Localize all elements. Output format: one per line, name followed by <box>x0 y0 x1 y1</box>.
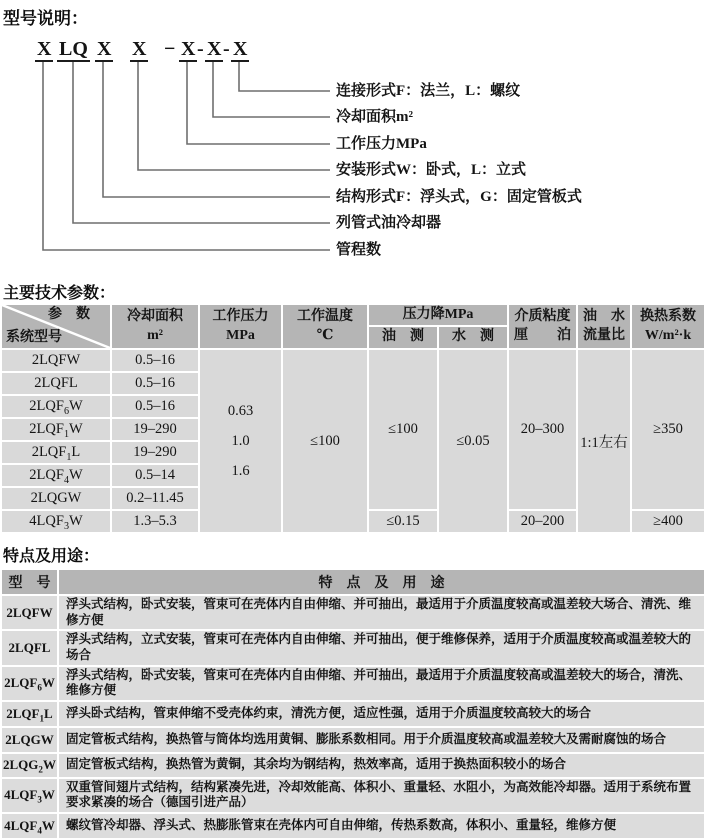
parameters-title: 主要技术参数： <box>3 285 116 302</box>
header-pressure-drop: 压力降MPa <box>368 304 508 326</box>
feature-row <box>1 630 705 665</box>
header-oil-side: 油 测 <box>368 326 438 349</box>
label-working-pressure: 工作压力MPa <box>336 136 427 152</box>
viscosity-last-cell: 20–200 <box>508 510 577 533</box>
feature-model: $2LQF_1L$ <box>1 701 58 727</box>
code-seg-structure: X <box>97 38 112 60</box>
code-seg-pass-count: X <box>37 38 52 60</box>
area-cell: 19–290 <box>111 441 199 464</box>
heat-coeff-cell: ≥350 <box>631 349 705 510</box>
header-water-side: 水 测 <box>438 326 508 349</box>
oil-drop-last-cell: ≤0.15 <box>368 510 438 533</box>
heat-coeff-last-cell: ≥400 <box>631 510 705 533</box>
code-seg-area: X <box>207 38 222 60</box>
code-hyphen-1: - <box>197 38 204 60</box>
label-cooling-area: 冷却面积m² <box>336 109 413 125</box>
oil-drop-cell: ≤100 <box>368 349 438 510</box>
feature-desc: 浮头式结构，卧式安装，管束可在壳体内自由伸缩、并可抽出，最适用于介质温度较高或温差较大场合、清洗、维修方便 <box>58 595 705 630</box>
model-code-diagram <box>0 0 704 272</box>
model-cell: $4LQF_3W$ <box>1 510 111 533</box>
label-cooler-name: 列管式油冷却器 <box>336 215 442 231</box>
feature-desc: 浮头式结构，卧式安装，管束可在壳体内自由伸缩、并可抽出，最适用于介质温度较高或温差较大的场合，清洗、维修方便 <box>58 666 705 701</box>
model-explanation-title: 型号说明： <box>3 9 88 28</box>
feature-model: 2LQFL <box>1 630 58 665</box>
area-cell: 0.5–16 <box>111 349 199 372</box>
label-tube-passes: 管程数 <box>336 242 382 258</box>
code-hyphen-2: - <box>223 38 230 60</box>
parameters-table <box>0 303 706 534</box>
header-cooling-area: 冷却面积 m² <box>111 304 199 349</box>
water-drop-cell: ≤0.05 <box>438 349 508 533</box>
feature-model: $4LQF_4W$ <box>1 813 58 839</box>
area-cell: 19–290 <box>111 418 199 441</box>
pressure-values-cell: 0.63 1.0 1.6 <box>199 349 282 533</box>
area-cell: 0.5–16 <box>111 372 199 395</box>
model-cell: 2LQFW <box>1 349 111 372</box>
header-viscosity: 介质粘度 厘 泊 <box>508 304 577 349</box>
corner-label-system-model: 系统型号 <box>6 329 62 345</box>
code-seg-mounting: X <box>132 38 147 60</box>
feature-desc: 浮头卧式结构，管束伸缩不受壳体约束，清洗方便，适应性强，适用于介质温度较高较大的场合 <box>58 701 705 727</box>
feature-model: $4LQF_3W$ <box>1 778 58 813</box>
feature-row <box>1 727 705 753</box>
feature-model: $2LQG_2W$ <box>1 753 58 778</box>
code-seg-pressure: X <box>181 38 196 60</box>
model-cell: 2LQGW <box>1 487 111 510</box>
features-table <box>0 568 706 840</box>
feature-model: 2LQGW <box>1 727 58 753</box>
feature-desc: 固定管板式结构，换热管为黄铜，其余均为钢结构，热效率高，适用于换热面积较小的场合 <box>58 753 705 778</box>
area-cell: 0.5–14 <box>111 464 199 487</box>
feature-desc: 固定管板式结构，换热管与筒体均选用黄铜、膨胀系数相同。用于介质温度较高或温差较大及需耐腐蚀的场合 <box>58 727 705 753</box>
feature-row <box>1 701 705 727</box>
header-working-temp: 工作温度 ℃ <box>282 304 368 349</box>
model-cell: $2LQF_6W$ <box>1 395 111 418</box>
table-row <box>1 349 705 372</box>
label-connection-type: 连接形式F：法兰，L：螺纹 <box>336 83 521 99</box>
features-header-model: 型 号 <box>1 569 58 595</box>
corner-label-parameter: 参 数 <box>48 307 90 322</box>
model-cell: $2LQF_4W$ <box>1 464 111 487</box>
viscosity-cell: 20–300 <box>508 349 577 510</box>
feature-desc: 浮头式结构，立式安装，管束可在壳体内自由伸缩、并可抽出，便于维修保养，适用于介质温度较高或温差较大的场合 <box>58 630 705 665</box>
features-header-desc: 特 点 及 用 途 <box>58 569 705 595</box>
feature-row <box>1 666 705 701</box>
feature-desc: 螺纹管冷却器、浮头式、热膨胀管束在壳体内可自由伸缩，传热系数高，体积小、重量轻，维修方便 <box>58 813 705 839</box>
area-cell: 0.5–16 <box>111 395 199 418</box>
model-cell: 2LQFL <box>1 372 111 395</box>
model-cell: $2LQF_1L$ <box>1 441 111 464</box>
flow-ratio-cell: 1:1左右 <box>577 349 631 533</box>
feature-row <box>1 595 705 630</box>
features-title: 特点及用途： <box>3 548 100 565</box>
feature-model: 2LQFW <box>1 595 58 630</box>
feature-row <box>1 813 705 839</box>
feature-model: $2LQF_6W$ <box>1 666 58 701</box>
feature-desc: 双重管间翅片式结构，结构紧凑先进，冷却效能高、体积小、重量轻、水阻小，为高效能冷却器。适用于系统布置要求紧凑的场合（德国引进产品） <box>58 778 705 813</box>
header-flow-ratio: 油 水 流量比 <box>577 304 631 349</box>
header-heat-coeff: 换热系数 W/m²·k <box>631 304 705 349</box>
code-seg-connection: X <box>233 38 248 60</box>
area-cell: 1.3–5.3 <box>111 510 199 533</box>
area-cell: 0.2–11.45 <box>111 487 199 510</box>
model-cell: $2LQF_1W$ <box>1 418 111 441</box>
code-dash: − <box>164 38 176 60</box>
feature-row <box>1 753 705 778</box>
feature-row <box>1 778 705 813</box>
code-seg-lq: LQ <box>59 38 88 60</box>
temp-cell: ≤100 <box>282 349 368 533</box>
corner-header-cell <box>1 304 111 349</box>
label-mounting-form: 安装形式W：卧式，L：立式 <box>336 162 527 178</box>
header-working-pressure: 工作压力 MPa <box>199 304 282 349</box>
label-structure-form: 结构形式F：浮头式，G：固定管板式 <box>336 189 582 205</box>
